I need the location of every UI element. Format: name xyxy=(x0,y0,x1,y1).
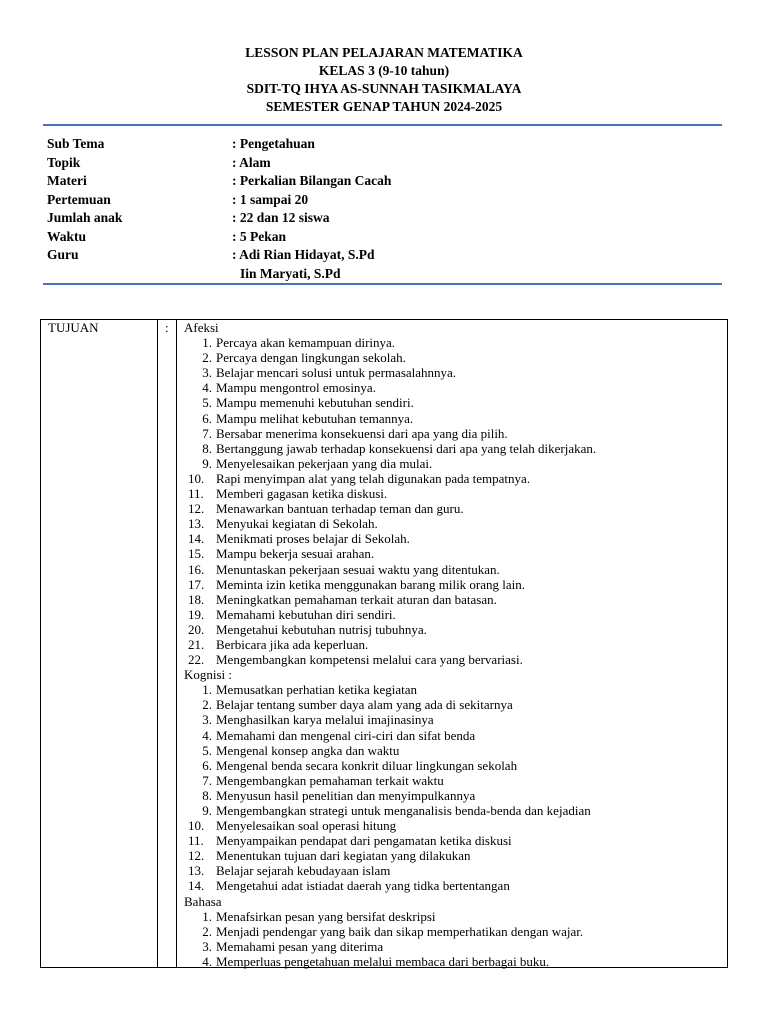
header-school: SDIT-TQ IHYA AS-SUNNAH TASIKMALAYA xyxy=(246,81,522,96)
list-text: Menyusun hasil penelitian dan menyimpulkannya xyxy=(216,787,476,803)
list-item xyxy=(184,501,724,516)
list-text: Mengembangkan strategi untuk menganalisis benda-benda dan kejadian xyxy=(216,803,591,818)
list-item xyxy=(184,637,724,652)
list-item xyxy=(184,380,724,395)
list-number: 6. xyxy=(202,757,212,773)
list-number: 21. xyxy=(188,636,205,652)
divider-bottom xyxy=(43,283,722,285)
list-item xyxy=(184,773,724,788)
list-number: 5. xyxy=(202,742,212,758)
list-number: 6. xyxy=(202,410,212,426)
list-text: Percaya akan kemampuan dirinya. xyxy=(216,335,396,351)
info-label: Pertemuan xyxy=(47,191,111,207)
list-text: Menyelesaikan pekerjaan yang dia mulai. xyxy=(216,455,433,471)
list-number: 7. xyxy=(202,772,212,788)
document-header xyxy=(0,44,768,116)
list-text: Rapi menyimpan alat yang telah digunakan pada tempatnya. xyxy=(216,470,531,486)
list-item xyxy=(184,863,724,878)
info-value: : 1 sampai 20 xyxy=(232,191,309,207)
list-item xyxy=(184,577,724,592)
objective-list xyxy=(184,682,724,893)
list-text: Mengetahui adat istiadat daerah yang tidka bertentangan xyxy=(216,878,510,894)
list-number: 20. xyxy=(188,621,205,637)
list-number: 4. xyxy=(202,380,212,396)
list-text: Belajar mencari solusi untuk permasalahnnya. xyxy=(216,365,457,381)
info-label: Waktu xyxy=(47,228,87,244)
list-number: 19. xyxy=(188,606,205,622)
list-number: 14. xyxy=(188,531,205,547)
list-number: 14. xyxy=(188,878,205,894)
list-number: 17. xyxy=(188,576,205,592)
divider-top xyxy=(43,124,722,126)
list-text: Mengenal benda secara konkrit diluar lingkungan sekolah xyxy=(216,757,518,773)
list-number: 8. xyxy=(202,440,212,456)
list-number: 2. xyxy=(202,350,212,366)
info-row-waktu xyxy=(47,228,707,247)
info-value: : 22 dan 12 siswa xyxy=(232,210,330,225)
info-value: : 5 Pekan xyxy=(232,228,286,244)
list-text: Belajar sejarah kebudayaan islam xyxy=(216,863,391,879)
table-colon: : xyxy=(165,320,169,335)
info-label: Materi xyxy=(47,173,87,188)
list-text: Menyukai kegiatan di Sekolah. xyxy=(216,516,378,532)
list-item xyxy=(184,486,724,501)
objective-list xyxy=(184,909,724,969)
list-number: 8. xyxy=(202,787,212,803)
objectives-table xyxy=(40,319,728,968)
header-semester: SEMESTER GENAP TAHUN 2024-2025 xyxy=(265,99,503,114)
list-number: 11. xyxy=(188,486,204,502)
list-text: Menyampaikan pendapat dari pengamatan ketika diskusi xyxy=(216,833,512,849)
list-text: Memperluas pengetahuan melalui membaca dari berbagai buku. xyxy=(216,953,550,969)
info-row-guru xyxy=(47,246,707,265)
list-text: Mengenal konsep angka dan waktu xyxy=(216,742,400,758)
list-number: 1. xyxy=(202,682,212,698)
info-block xyxy=(47,135,707,283)
list-text: Mengembangkan kompetensi melalui cara yang bervariasi. xyxy=(216,652,523,668)
info-label: Topik xyxy=(47,154,81,170)
objective-list xyxy=(184,335,724,667)
info-row-guru-continued xyxy=(47,265,707,284)
list-number: 10. xyxy=(188,470,205,486)
info-label: Sub Tema xyxy=(47,136,105,151)
list-text: Bertanggung jawab terhadap konsekuensi dari apa yang telah dikerjakan. xyxy=(216,440,597,456)
table-label: TUJUAN xyxy=(48,320,99,335)
list-text: Berbicara jika ada keperluan. xyxy=(216,636,369,652)
list-item xyxy=(184,652,724,667)
list-text: Memusatkan perhatian ketika kegiatan xyxy=(216,682,418,698)
list-text: Bersabar menerima konsekuensi dari apa yang dia pilih. xyxy=(216,425,508,441)
list-item xyxy=(184,411,724,426)
list-text: Memahami dan mengenal ciri-ciri dan sifat benda xyxy=(216,727,476,743)
list-text: Memberi gagasan ketika diskusi. xyxy=(216,486,388,502)
list-item xyxy=(184,743,724,758)
header-title: LESSON PLAN PELAJARAN MATEMATIKA xyxy=(245,45,523,60)
list-number: 11. xyxy=(188,833,204,849)
list-number: 1. xyxy=(202,335,212,351)
list-item xyxy=(184,803,724,818)
list-item xyxy=(184,350,724,365)
list-item xyxy=(184,788,724,803)
list-number: 13. xyxy=(188,516,205,532)
table-column-divider xyxy=(157,320,158,967)
list-number: 7. xyxy=(202,425,212,441)
list-item xyxy=(184,682,724,697)
info-value: : Perkalian Bilangan Cacah xyxy=(232,173,392,188)
list-item xyxy=(184,426,724,441)
info-label: Guru xyxy=(47,247,79,262)
list-number: 18. xyxy=(188,591,205,607)
list-text: Menawarkan bantuan terhadap teman dan guru. xyxy=(216,501,464,517)
list-number: 3. xyxy=(202,938,212,954)
list-text: Memahami pesan yang diterima xyxy=(216,938,384,954)
list-number: 9. xyxy=(202,455,212,471)
list-item xyxy=(184,728,724,743)
list-item xyxy=(184,712,724,727)
table-column-divider xyxy=(176,320,177,967)
list-text: Memahami kebutuhan diri sendiri. xyxy=(216,606,396,622)
list-number: 9. xyxy=(202,803,212,818)
list-item xyxy=(184,516,724,531)
list-item xyxy=(184,697,724,712)
info-value: : Pengetahuan xyxy=(232,136,315,151)
list-number: 4. xyxy=(202,953,212,969)
list-number: 12. xyxy=(188,848,205,864)
list-text: Mengetahui kebutuhan nutrisj tubuhnya. xyxy=(216,621,427,637)
list-item xyxy=(184,622,724,637)
list-item xyxy=(184,939,724,954)
list-number: 12. xyxy=(188,501,205,517)
list-item xyxy=(184,818,724,833)
list-item xyxy=(184,833,724,848)
list-number: 16. xyxy=(188,561,205,577)
list-number: 2. xyxy=(202,697,212,713)
list-item xyxy=(184,335,724,350)
list-item xyxy=(184,562,724,577)
info-label: Jumlah anak xyxy=(47,210,123,225)
list-text: Mampu bekerja sesuai arahan. xyxy=(216,546,375,562)
list-item xyxy=(184,878,724,893)
list-item xyxy=(184,456,724,471)
list-number: 3. xyxy=(202,365,212,381)
info-row-topik xyxy=(47,154,707,173)
info-row-jumlah-anak xyxy=(47,209,707,228)
list-item xyxy=(184,848,724,863)
list-text: Belajar tentang sumber daya alam yang ada di sekitarnya xyxy=(216,697,513,713)
list-text: Mengembangkan pemahaman terkait waktu xyxy=(216,772,444,788)
list-item xyxy=(184,546,724,561)
section-title: Bahasa xyxy=(184,893,222,909)
list-item xyxy=(184,441,724,456)
info-value-continued: Iin Maryati, S.Pd xyxy=(240,265,341,281)
list-text: Menentukan tujuan dari kegiatan yang dilakukan xyxy=(216,848,471,864)
list-number: 15. xyxy=(188,546,205,562)
list-text: Menafsirkan pesan yang bersifat deskripsi xyxy=(216,908,436,924)
list-text: Menjadi pendengar yang baik dan sikap memperhatikan dengan wajar. xyxy=(216,923,584,939)
objectives-content xyxy=(184,320,724,969)
list-text: Percaya dengan lingkungan sekolah. xyxy=(216,350,406,366)
list-number: 10. xyxy=(188,818,205,834)
info-value: : Adi Rian Hidayat, S.Pd xyxy=(232,247,375,262)
list-text: Mampu memenuhi kebutuhan sendiri. xyxy=(216,395,414,411)
list-text: Meningkatkan pemahaman terkait aturan dan batasan. xyxy=(216,591,497,607)
list-number: 5. xyxy=(202,395,212,411)
list-item xyxy=(184,531,724,546)
list-item xyxy=(184,909,724,924)
list-number: 4. xyxy=(202,727,212,743)
info-row-materi xyxy=(47,172,707,191)
section-title: Afeksi xyxy=(184,320,219,335)
info-row-sub-tema xyxy=(47,135,707,154)
list-item xyxy=(184,395,724,410)
list-text: Menghasilkan karya melalui imajinasinya xyxy=(216,712,434,728)
list-number: 3. xyxy=(202,712,212,728)
header-class: KELAS 3 (9-10 tahun) xyxy=(318,63,450,78)
list-text: Menyelesaikan soal operasi hitung xyxy=(216,818,397,834)
list-number: 2. xyxy=(202,923,212,939)
list-text: Menikmati proses belajar di Sekolah. xyxy=(216,531,410,547)
list-number: 13. xyxy=(188,863,205,879)
list-text: Meminta izin ketika menggunakan barang milik orang lain. xyxy=(216,576,526,592)
list-text: Mampu melihat kebutuhan temannya. xyxy=(216,410,414,426)
list-item xyxy=(184,471,724,486)
list-item xyxy=(184,592,724,607)
list-item xyxy=(184,924,724,939)
section-title: Kognisi : xyxy=(184,667,233,683)
list-text: Menuntaskan pekerjaan sesuai waktu yang ditentukan. xyxy=(216,561,500,577)
list-text: Mampu mengontrol emosinya. xyxy=(216,380,376,396)
list-number: 22. xyxy=(188,652,205,668)
info-row-pertemuan xyxy=(47,191,707,210)
list-item xyxy=(184,758,724,773)
info-value: : Alam xyxy=(232,154,271,170)
list-item xyxy=(184,365,724,380)
list-item xyxy=(184,954,724,969)
list-item xyxy=(184,607,724,622)
list-number: 1. xyxy=(202,908,212,924)
